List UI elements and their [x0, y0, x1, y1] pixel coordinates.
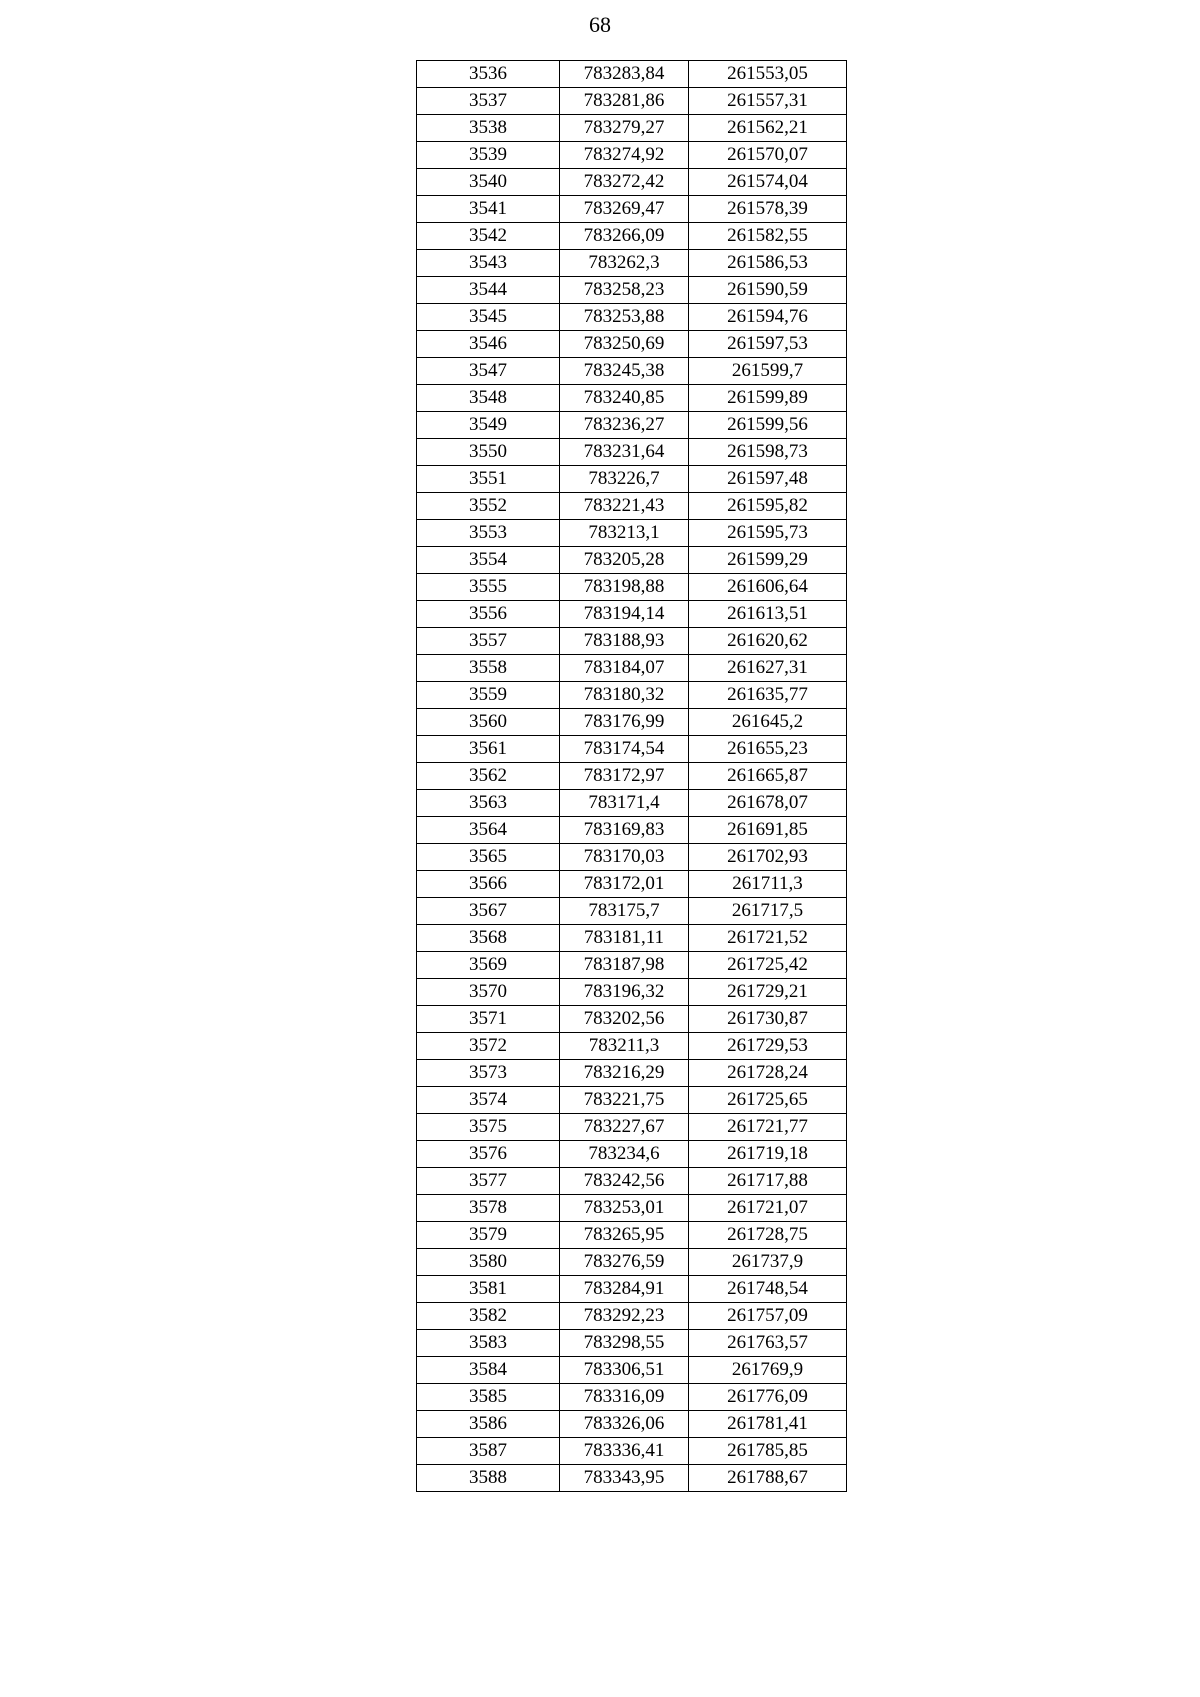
x-coordinate-cell: 783231,64: [560, 439, 689, 466]
y-coordinate-cell: 261728,75: [689, 1222, 847, 1249]
point-number-cell: 3574: [417, 1087, 560, 1114]
table-row: [417, 1384, 847, 1411]
point-number-cell: 3566: [417, 871, 560, 898]
x-coordinate-cell: 783169,83: [560, 817, 689, 844]
point-number-cell: 3546: [417, 331, 560, 358]
x-coordinate-cell: 783245,38: [560, 358, 689, 385]
x-coordinate-cell: 783181,11: [560, 925, 689, 952]
table-row: [417, 736, 847, 763]
x-coordinate-cell: 783336,41: [560, 1438, 689, 1465]
x-coordinate-cell: 783202,56: [560, 1006, 689, 1033]
y-coordinate-cell: 261781,41: [689, 1411, 847, 1438]
x-coordinate-cell: 783279,27: [560, 115, 689, 142]
x-coordinate-cell: 783276,59: [560, 1249, 689, 1276]
y-coordinate-cell: 261769,9: [689, 1357, 847, 1384]
point-number-cell: 3541: [417, 196, 560, 223]
table-row: [417, 628, 847, 655]
x-coordinate-cell: 783205,28: [560, 547, 689, 574]
y-coordinate-cell: 261594,76: [689, 304, 847, 331]
table-row: [417, 196, 847, 223]
point-number-cell: 3581: [417, 1276, 560, 1303]
y-coordinate-cell: 261725,42: [689, 952, 847, 979]
x-coordinate-cell: 783184,07: [560, 655, 689, 682]
table-row: [417, 817, 847, 844]
point-number-cell: 3542: [417, 223, 560, 250]
y-coordinate-cell: 261665,87: [689, 763, 847, 790]
point-number-cell: 3588: [417, 1465, 560, 1492]
table-row: [417, 1411, 847, 1438]
table-row: [417, 871, 847, 898]
table-row: [417, 1357, 847, 1384]
point-number-cell: 3561: [417, 736, 560, 763]
y-coordinate-cell: 261570,07: [689, 142, 847, 169]
y-coordinate-cell: 261737,9: [689, 1249, 847, 1276]
y-coordinate-cell: 261776,09: [689, 1384, 847, 1411]
point-number-cell: 3544: [417, 277, 560, 304]
y-coordinate-cell: 261721,52: [689, 925, 847, 952]
x-coordinate-cell: 783262,3: [560, 250, 689, 277]
point-number-cell: 3548: [417, 385, 560, 412]
point-number-cell: 3558: [417, 655, 560, 682]
y-coordinate-cell: 261557,31: [689, 88, 847, 115]
table-row: [417, 439, 847, 466]
x-coordinate-cell: 783236,27: [560, 412, 689, 439]
point-number-cell: 3583: [417, 1330, 560, 1357]
y-coordinate-cell: 261691,85: [689, 817, 847, 844]
point-number-cell: 3564: [417, 817, 560, 844]
y-coordinate-cell: 261655,23: [689, 736, 847, 763]
point-number-cell: 3551: [417, 466, 560, 493]
table-row: [417, 952, 847, 979]
table-row: [417, 466, 847, 493]
table-row: [417, 655, 847, 682]
table-row: [417, 1087, 847, 1114]
table-row: [417, 1033, 847, 1060]
point-number-cell: 3585: [417, 1384, 560, 1411]
table-row: [417, 898, 847, 925]
x-coordinate-cell: 783253,88: [560, 304, 689, 331]
table-row: [417, 790, 847, 817]
x-coordinate-cell: 783298,55: [560, 1330, 689, 1357]
table-row: [417, 277, 847, 304]
table-row: [417, 925, 847, 952]
y-coordinate-cell: 261599,89: [689, 385, 847, 412]
y-coordinate-cell: 261729,21: [689, 979, 847, 1006]
x-coordinate-cell: 783170,03: [560, 844, 689, 871]
y-coordinate-cell: 261582,55: [689, 223, 847, 250]
x-coordinate-cell: 783242,56: [560, 1168, 689, 1195]
point-number-cell: 3555: [417, 574, 560, 601]
x-coordinate-cell: 783316,09: [560, 1384, 689, 1411]
y-coordinate-cell: 261597,48: [689, 466, 847, 493]
y-coordinate-cell: 261599,56: [689, 412, 847, 439]
x-coordinate-cell: 783176,99: [560, 709, 689, 736]
y-coordinate-cell: 261595,82: [689, 493, 847, 520]
table-row: [417, 1114, 847, 1141]
point-number-cell: 3579: [417, 1222, 560, 1249]
y-coordinate-cell: 261562,21: [689, 115, 847, 142]
y-coordinate-cell: 261678,07: [689, 790, 847, 817]
point-number-cell: 3571: [417, 1006, 560, 1033]
table-row: [417, 250, 847, 277]
y-coordinate-cell: 261729,53: [689, 1033, 847, 1060]
table-row: [417, 574, 847, 601]
table-row: [417, 1249, 847, 1276]
table-row: [417, 709, 847, 736]
x-coordinate-cell: 783213,1: [560, 520, 689, 547]
point-number-cell: 3545: [417, 304, 560, 331]
point-number-cell: 3537: [417, 88, 560, 115]
point-number-cell: 3568: [417, 925, 560, 952]
point-number-cell: 3539: [417, 142, 560, 169]
y-coordinate-cell: 261785,85: [689, 1438, 847, 1465]
table-row: [417, 142, 847, 169]
table-row: [417, 601, 847, 628]
x-coordinate-cell: 783226,7: [560, 466, 689, 493]
x-coordinate-cell: 783172,01: [560, 871, 689, 898]
y-coordinate-cell: 261730,87: [689, 1006, 847, 1033]
x-coordinate-cell: 783292,23: [560, 1303, 689, 1330]
x-coordinate-cell: 783272,42: [560, 169, 689, 196]
y-coordinate-cell: 261719,18: [689, 1141, 847, 1168]
point-number-cell: 3556: [417, 601, 560, 628]
y-coordinate-cell: 261590,59: [689, 277, 847, 304]
point-number-cell: 3576: [417, 1141, 560, 1168]
coordinates-table: [416, 60, 847, 1492]
point-number-cell: 3587: [417, 1438, 560, 1465]
y-coordinate-cell: 261620,62: [689, 628, 847, 655]
table-row: [417, 493, 847, 520]
point-number-cell: 3547: [417, 358, 560, 385]
y-coordinate-cell: 261788,67: [689, 1465, 847, 1492]
coordinates-table-body: [417, 61, 847, 1492]
table-row: [417, 304, 847, 331]
table-row: [417, 88, 847, 115]
point-number-cell: 3570: [417, 979, 560, 1006]
point-number-cell: 3575: [417, 1114, 560, 1141]
point-number-cell: 3573: [417, 1060, 560, 1087]
point-number-cell: 3584: [417, 1357, 560, 1384]
table-row: [417, 1330, 847, 1357]
table-row: [417, 1141, 847, 1168]
table-row: [417, 1438, 847, 1465]
x-coordinate-cell: 783171,4: [560, 790, 689, 817]
x-coordinate-cell: 783172,97: [560, 763, 689, 790]
point-number-cell: 3586: [417, 1411, 560, 1438]
x-coordinate-cell: 783274,92: [560, 142, 689, 169]
point-number-cell: 3557: [417, 628, 560, 655]
point-number-cell: 3554: [417, 547, 560, 574]
y-coordinate-cell: 261553,05: [689, 61, 847, 88]
point-number-cell: 3550: [417, 439, 560, 466]
x-coordinate-cell: 783283,84: [560, 61, 689, 88]
x-coordinate-cell: 783221,75: [560, 1087, 689, 1114]
y-coordinate-cell: 261702,93: [689, 844, 847, 871]
table-row: [417, 1222, 847, 1249]
point-number-cell: 3580: [417, 1249, 560, 1276]
table-row: [417, 1465, 847, 1492]
point-number-cell: 3577: [417, 1168, 560, 1195]
point-number-cell: 3569: [417, 952, 560, 979]
y-coordinate-cell: 261606,64: [689, 574, 847, 601]
point-number-cell: 3572: [417, 1033, 560, 1060]
x-coordinate-cell: 783221,43: [560, 493, 689, 520]
x-coordinate-cell: 783343,95: [560, 1465, 689, 1492]
x-coordinate-cell: 783284,91: [560, 1276, 689, 1303]
y-coordinate-cell: 261597,53: [689, 331, 847, 358]
point-number-cell: 3559: [417, 682, 560, 709]
table-row: [417, 331, 847, 358]
y-coordinate-cell: 261711,3: [689, 871, 847, 898]
y-coordinate-cell: 261728,24: [689, 1060, 847, 1087]
point-number-cell: 3540: [417, 169, 560, 196]
y-coordinate-cell: 261717,88: [689, 1168, 847, 1195]
point-number-cell: 3582: [417, 1303, 560, 1330]
table-row: [417, 520, 847, 547]
point-number-cell: 3562: [417, 763, 560, 790]
y-coordinate-cell: 261763,57: [689, 1330, 847, 1357]
point-number-cell: 3560: [417, 709, 560, 736]
table-row: [417, 979, 847, 1006]
y-coordinate-cell: 261586,53: [689, 250, 847, 277]
point-number-cell: 3552: [417, 493, 560, 520]
point-number-cell: 3553: [417, 520, 560, 547]
point-number-cell: 3549: [417, 412, 560, 439]
x-coordinate-cell: 783281,86: [560, 88, 689, 115]
x-coordinate-cell: 783198,88: [560, 574, 689, 601]
table-row: [417, 115, 847, 142]
point-number-cell: 3563: [417, 790, 560, 817]
point-number-cell: 3565: [417, 844, 560, 871]
point-number-cell: 3543: [417, 250, 560, 277]
y-coordinate-cell: 261599,7: [689, 358, 847, 385]
x-coordinate-cell: 783211,3: [560, 1033, 689, 1060]
x-coordinate-cell: 783250,69: [560, 331, 689, 358]
table-row: [417, 385, 847, 412]
table-row: [417, 1168, 847, 1195]
x-coordinate-cell: 783266,09: [560, 223, 689, 250]
y-coordinate-cell: 261599,29: [689, 547, 847, 574]
x-coordinate-cell: 783269,47: [560, 196, 689, 223]
table-row: [417, 169, 847, 196]
x-coordinate-cell: 783175,7: [560, 898, 689, 925]
x-coordinate-cell: 783180,32: [560, 682, 689, 709]
y-coordinate-cell: 261757,09: [689, 1303, 847, 1330]
x-coordinate-cell: 783187,98: [560, 952, 689, 979]
x-coordinate-cell: 783188,93: [560, 628, 689, 655]
page-number: 68: [589, 12, 611, 37]
table-row: [417, 547, 847, 574]
x-coordinate-cell: 783174,54: [560, 736, 689, 763]
x-coordinate-cell: 783234,6: [560, 1141, 689, 1168]
table-row: [417, 1006, 847, 1033]
x-coordinate-cell: 783194,14: [560, 601, 689, 628]
x-coordinate-cell: 783216,29: [560, 1060, 689, 1087]
x-coordinate-cell: 783258,23: [560, 277, 689, 304]
table-row: [417, 682, 847, 709]
y-coordinate-cell: 261717,5: [689, 898, 847, 925]
y-coordinate-cell: 261574,04: [689, 169, 847, 196]
x-coordinate-cell: 783326,06: [560, 1411, 689, 1438]
y-coordinate-cell: 261598,73: [689, 439, 847, 466]
point-number-cell: 3538: [417, 115, 560, 142]
point-number-cell: 3536: [417, 61, 560, 88]
table-row: [417, 358, 847, 385]
x-coordinate-cell: 783306,51: [560, 1357, 689, 1384]
table-row: [417, 1060, 847, 1087]
table-row: [417, 1276, 847, 1303]
table-row: [417, 763, 847, 790]
x-coordinate-cell: 783253,01: [560, 1195, 689, 1222]
y-coordinate-cell: 261645,2: [689, 709, 847, 736]
x-coordinate-cell: 783265,95: [560, 1222, 689, 1249]
y-coordinate-cell: 261613,51: [689, 601, 847, 628]
table-row: [417, 844, 847, 871]
x-coordinate-cell: 783196,32: [560, 979, 689, 1006]
y-coordinate-cell: 261721,77: [689, 1114, 847, 1141]
y-coordinate-cell: 261578,39: [689, 196, 847, 223]
table-row: [417, 223, 847, 250]
table-row: [417, 1195, 847, 1222]
table-row: [417, 412, 847, 439]
table-row: [417, 61, 847, 88]
x-coordinate-cell: 783240,85: [560, 385, 689, 412]
point-number-cell: 3578: [417, 1195, 560, 1222]
y-coordinate-cell: 261725,65: [689, 1087, 847, 1114]
y-coordinate-cell: 261748,54: [689, 1276, 847, 1303]
point-number-cell: 3567: [417, 898, 560, 925]
x-coordinate-cell: 783227,67: [560, 1114, 689, 1141]
y-coordinate-cell: 261595,73: [689, 520, 847, 547]
table-row: [417, 1303, 847, 1330]
y-coordinate-cell: 261721,07: [689, 1195, 847, 1222]
y-coordinate-cell: 261627,31: [689, 655, 847, 682]
y-coordinate-cell: 261635,77: [689, 682, 847, 709]
